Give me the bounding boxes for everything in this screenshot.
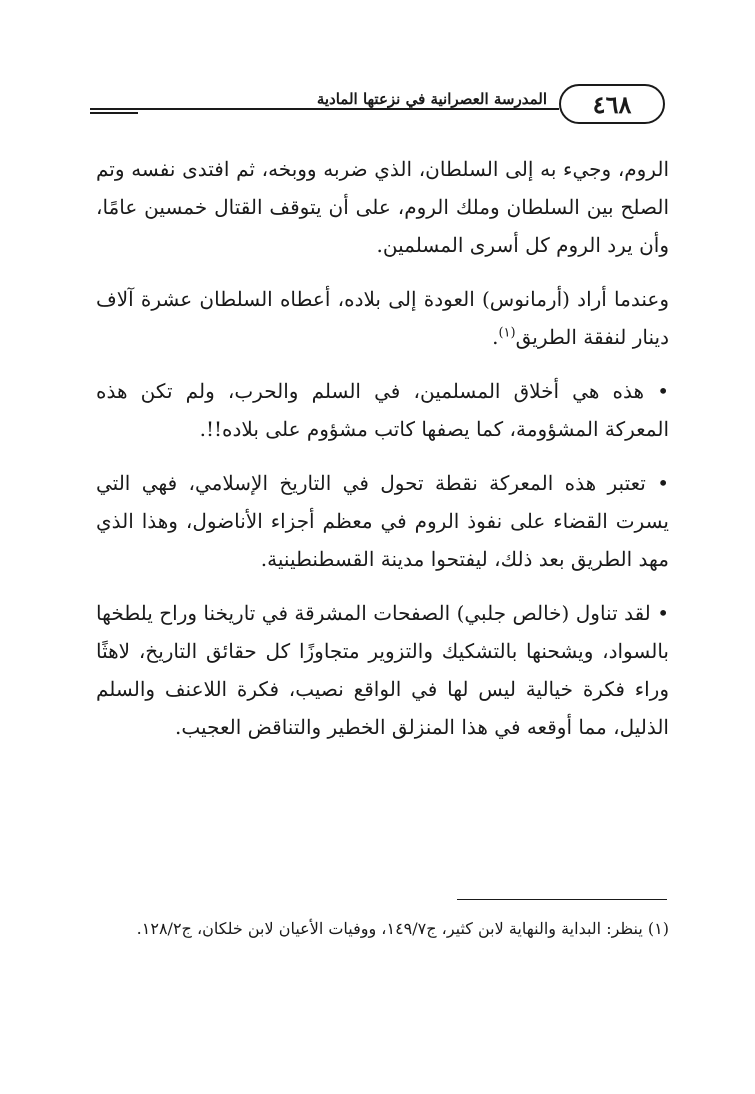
header-rule [90, 108, 559, 110]
page-number-badge: ٤٦٨ [559, 84, 665, 124]
paragraph-4: • تعتبر هذه المعركة نقطة تحول في التاريخ الإسلامي، فهي التي يسرت القضاء على نفوذ الروم في معظم أجزاء الأناضول، وهذا الذي مهد الطريق بعد ذلك، ليفتحوا مدينة القسطنطينية. [96, 471, 669, 571]
paragraph-5: • لقد تناول (خالص جلبي) الصفحات المشرقة في تاريخنا وراح يلطخها بالسواد، ويشحنها بالتشكيك والتزوير متجاوزًا كل حقائق التاريخ، لاهثًا وراء فكرة خيالية ليس لها في الواقع نصيب، فكرة اللاعنف والسلم الذليل، مما أوقعه في هذا المنزلق الخطير والتناقض العجيب. [96, 601, 669, 739]
header-rule-short [90, 112, 138, 114]
main-text [96, 150, 669, 746]
footnote: (١) ينظر: البداية والنهاية لابن كثير، ج١٤٩/٧، ووفيات الأعيان لابن خلكان، ج١٢٨/٢. [136, 919, 669, 938]
footnote-reference[interactable]: (١) [498, 325, 516, 341]
paragraph-3: • هذه هي أخلاق المسلمين، في السلم والحرب، ولم تكن هذه المعركة المشؤومة، كما يصفها كاتب مشؤوم على بلاده!!. [96, 379, 669, 441]
running-title: المدرسة العصرانية في نزعتها المادية [316, 90, 547, 108]
paragraph-1: الروم، وجيء به إلى السلطان، الذي ضربه ووبخه، ثم افتدى نفسه وتم الصلح بين السلطان وملك الروم، على أن يتوقف القتال خمسين عامًا، وأن يرد الروم كل أسرى المسلمين. [96, 157, 669, 257]
paragraph-2 [96, 280, 669, 356]
paragraph-2-text: وعندما أراد (أرمانوس) العودة إلى بلاده، أعطاه السلطان عشرة آلاف دينار لنفقة الطريق [96, 287, 669, 349]
paragraph-2-end: . [492, 325, 499, 349]
page-header [90, 84, 665, 128]
footnote-separator [457, 899, 667, 900]
